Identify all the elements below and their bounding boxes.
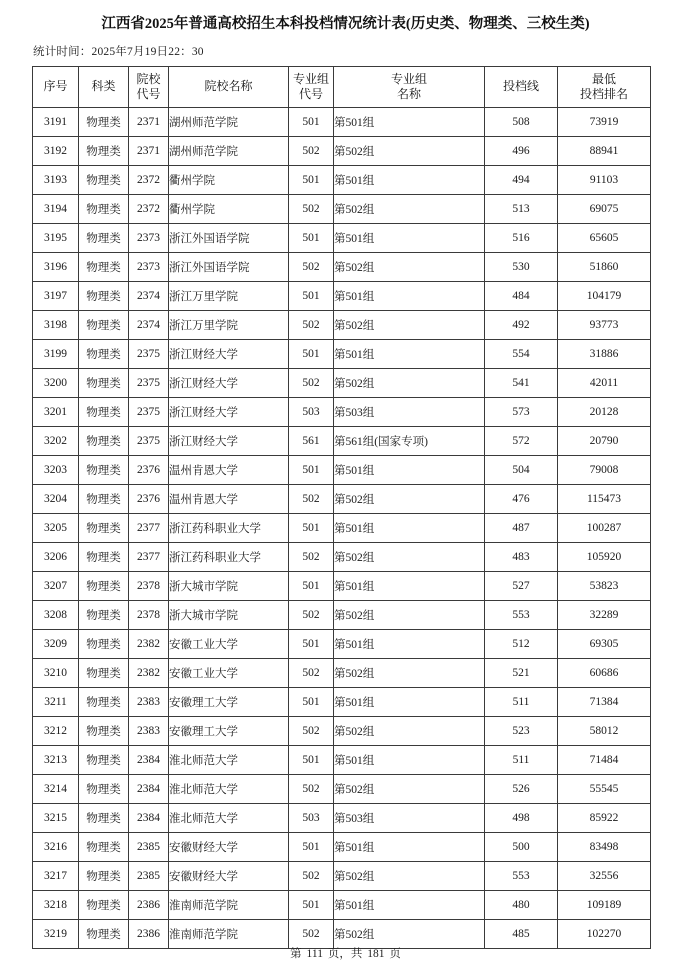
cell-min-rank: 31886 xyxy=(558,339,651,368)
cell-category: 物理类 xyxy=(79,629,129,658)
cell-score-line: 553 xyxy=(485,600,558,629)
cell-min-rank: 42011 xyxy=(558,368,651,397)
cell-index: 3200 xyxy=(33,368,79,397)
cell-min-rank: 69305 xyxy=(558,629,651,658)
cell-score-line: 572 xyxy=(485,426,558,455)
cell-school-name: 温州肯恩大学 xyxy=(169,455,289,484)
cell-group-name: 第501组 xyxy=(334,281,485,310)
cell-school-code: 2375 xyxy=(129,426,169,455)
cell-min-rank: 109189 xyxy=(558,890,651,919)
cell-group-name: 第501组 xyxy=(334,513,485,542)
cell-score-line: 494 xyxy=(485,165,558,194)
cell-school-name: 衢州学院 xyxy=(169,194,289,223)
column-header-min-rank xyxy=(558,66,651,107)
cell-group-name: 第503组 xyxy=(334,803,485,832)
cell-group-code: 502 xyxy=(289,368,334,397)
cell-group-code: 502 xyxy=(289,542,334,571)
cell-group-code: 501 xyxy=(289,223,334,252)
table-row xyxy=(33,194,651,223)
table-row xyxy=(33,513,651,542)
table-row xyxy=(33,107,651,136)
cell-school-name: 浙江万里学院 xyxy=(169,281,289,310)
cell-group-code: 501 xyxy=(289,571,334,600)
cell-category: 物理类 xyxy=(79,513,129,542)
cell-index: 3210 xyxy=(33,658,79,687)
cell-index: 3194 xyxy=(33,194,79,223)
cell-school-code: 2374 xyxy=(129,310,169,339)
table-row xyxy=(33,165,651,194)
table-row xyxy=(33,397,651,426)
cell-school-name: 温州肯恩大学 xyxy=(169,484,289,513)
table-body xyxy=(33,107,651,948)
admission-score-table xyxy=(32,66,651,949)
footer-current-page: 111 xyxy=(306,948,323,960)
cell-score-line: 484 xyxy=(485,281,558,310)
cell-score-line: 554 xyxy=(485,339,558,368)
cell-index: 3205 xyxy=(33,513,79,542)
cell-score-line: 527 xyxy=(485,571,558,600)
cell-category: 物理类 xyxy=(79,455,129,484)
cell-index: 3197 xyxy=(33,281,79,310)
cell-score-line: 500 xyxy=(485,832,558,861)
cell-category: 物理类 xyxy=(79,223,129,252)
cell-category: 物理类 xyxy=(79,774,129,803)
cell-school-name: 淮北师范大学 xyxy=(169,774,289,803)
cell-school-code: 2375 xyxy=(129,339,169,368)
cell-group-name: 第501组 xyxy=(334,107,485,136)
cell-score-line: 496 xyxy=(485,136,558,165)
cell-school-name: 淮北师范大学 xyxy=(169,745,289,774)
cell-school-name: 浙江外国语学院 xyxy=(169,252,289,281)
cell-category: 物理类 xyxy=(79,484,129,513)
table-row xyxy=(33,687,651,716)
cell-score-line: 526 xyxy=(485,774,558,803)
cell-group-name: 第501组 xyxy=(334,745,485,774)
page-footer xyxy=(0,945,691,961)
column-header-school-name: 院校名称 xyxy=(169,66,289,107)
table-row xyxy=(33,455,651,484)
cell-min-rank: 69075 xyxy=(558,194,651,223)
cell-school-name: 浙江财经大学 xyxy=(169,339,289,368)
cell-category: 物理类 xyxy=(79,136,129,165)
cell-school-name: 淮南师范学院 xyxy=(169,890,289,919)
cell-group-name: 第501组 xyxy=(334,571,485,600)
cell-index: 3217 xyxy=(33,861,79,890)
group-code-header-line2: 代号 xyxy=(298,86,323,101)
cell-school-name: 湖州师范学院 xyxy=(169,136,289,165)
table-row xyxy=(33,571,651,600)
cell-group-code: 502 xyxy=(289,484,334,513)
cell-school-name: 安徽财经大学 xyxy=(169,861,289,890)
cell-index: 3202 xyxy=(33,426,79,455)
cell-group-name: 第502组 xyxy=(334,484,485,513)
statistics-timestamp: 统计时间：2025年7月19日22：30 xyxy=(33,45,204,58)
cell-score-line: 511 xyxy=(485,687,558,716)
cell-group-code: 502 xyxy=(289,252,334,281)
table-row xyxy=(33,426,651,455)
table-header xyxy=(33,66,651,107)
cell-group-name: 第502组 xyxy=(334,194,485,223)
cell-school-code: 2372 xyxy=(129,165,169,194)
cell-group-code: 502 xyxy=(289,774,334,803)
cell-school-code: 2372 xyxy=(129,194,169,223)
table-row xyxy=(33,484,651,513)
cell-score-line: 553 xyxy=(485,861,558,890)
cell-school-code: 2382 xyxy=(129,658,169,687)
cell-category: 物理类 xyxy=(79,252,129,281)
school-code-header-line1: 院校 xyxy=(136,71,161,86)
table-row xyxy=(33,136,651,165)
cell-category: 物理类 xyxy=(79,107,129,136)
cell-group-name: 第502组 xyxy=(334,861,485,890)
cell-min-rank: 55545 xyxy=(558,774,651,803)
cell-min-rank: 83498 xyxy=(558,832,651,861)
cell-school-name: 安徽理工大学 xyxy=(169,687,289,716)
table-header-row xyxy=(33,66,651,107)
cell-school-name: 淮南师范学院 xyxy=(169,919,289,948)
cell-group-name: 第502组 xyxy=(334,600,485,629)
cell-group-name: 第502组 xyxy=(334,542,485,571)
cell-score-line: 573 xyxy=(485,397,558,426)
min-rank-header-line1: 最低 xyxy=(591,71,616,86)
cell-category: 物理类 xyxy=(79,716,129,745)
cell-group-code: 502 xyxy=(289,194,334,223)
cell-index: 3213 xyxy=(33,745,79,774)
cell-min-rank: 58012 xyxy=(558,716,651,745)
cell-category: 物理类 xyxy=(79,542,129,571)
cell-min-rank: 79008 xyxy=(558,455,651,484)
cell-school-name: 浙江财经大学 xyxy=(169,397,289,426)
cell-category: 物理类 xyxy=(79,861,129,890)
cell-group-code: 501 xyxy=(289,281,334,310)
cell-group-code: 502 xyxy=(289,310,334,339)
table-row xyxy=(33,223,651,252)
cell-school-code: 2374 xyxy=(129,281,169,310)
cell-score-line: 541 xyxy=(485,368,558,397)
cell-school-code: 2385 xyxy=(129,861,169,890)
cell-min-rank: 65605 xyxy=(558,223,651,252)
cell-index: 3215 xyxy=(33,803,79,832)
footer-middle: 页，共 xyxy=(327,948,363,960)
cell-score-line: 513 xyxy=(485,194,558,223)
cell-category: 物理类 xyxy=(79,426,129,455)
table-row xyxy=(33,310,651,339)
cell-index: 3212 xyxy=(33,716,79,745)
column-header-index: 序号 xyxy=(33,66,79,107)
footer-total-pages: 181 xyxy=(367,948,385,960)
cell-min-rank: 32289 xyxy=(558,600,651,629)
cell-school-code: 2383 xyxy=(129,716,169,745)
cell-min-rank: 102270 xyxy=(558,919,651,948)
cell-index: 3198 xyxy=(33,310,79,339)
cell-min-rank: 53823 xyxy=(558,571,651,600)
cell-index: 3206 xyxy=(33,542,79,571)
cell-group-name: 第561组(国家专项) xyxy=(334,426,485,455)
min-rank-header-line2: 投档排名 xyxy=(579,86,628,101)
cell-group-name: 第501组 xyxy=(334,165,485,194)
cell-group-name: 第502组 xyxy=(334,252,485,281)
cell-category: 物理类 xyxy=(79,919,129,948)
cell-min-rank: 100287 xyxy=(558,513,651,542)
cell-group-code: 502 xyxy=(289,658,334,687)
cell-school-name: 浙江财经大学 xyxy=(169,368,289,397)
table-row xyxy=(33,252,651,281)
cell-group-name: 第503组 xyxy=(334,397,485,426)
cell-score-line: 483 xyxy=(485,542,558,571)
cell-school-code: 2384 xyxy=(129,774,169,803)
column-header-school-code xyxy=(129,66,169,107)
cell-min-rank: 71384 xyxy=(558,687,651,716)
cell-school-name: 安徽工业大学 xyxy=(169,629,289,658)
cell-category: 物理类 xyxy=(79,165,129,194)
cell-min-rank: 71484 xyxy=(558,745,651,774)
cell-index: 3214 xyxy=(33,774,79,803)
cell-index: 3193 xyxy=(33,165,79,194)
cell-school-code: 2371 xyxy=(129,136,169,165)
cell-index: 3196 xyxy=(33,252,79,281)
footer-suffix: 页 xyxy=(389,948,401,960)
cell-category: 物理类 xyxy=(79,310,129,339)
cell-index: 3191 xyxy=(33,107,79,136)
group-name-header-line1: 专业组 xyxy=(390,71,427,86)
cell-index: 3207 xyxy=(33,571,79,600)
cell-group-code: 503 xyxy=(289,803,334,832)
cell-group-code: 501 xyxy=(289,455,334,484)
cell-school-name: 淮北师范大学 xyxy=(169,803,289,832)
cell-index: 3203 xyxy=(33,455,79,484)
cell-score-line: 516 xyxy=(485,223,558,252)
cell-min-rank: 51860 xyxy=(558,252,651,281)
cell-group-code: 502 xyxy=(289,136,334,165)
table-row xyxy=(33,774,651,803)
cell-min-rank: 85922 xyxy=(558,803,651,832)
cell-school-code: 2376 xyxy=(129,455,169,484)
cell-group-name: 第501组 xyxy=(334,629,485,658)
table-row xyxy=(33,890,651,919)
cell-school-code: 2383 xyxy=(129,687,169,716)
page-title: 江西省2025年普通高校招生本科投档情况统计表(历史类、物理类、三校生类) xyxy=(101,16,590,32)
cell-min-rank: 115473 xyxy=(558,484,651,513)
table-row xyxy=(33,919,651,948)
table-row xyxy=(33,542,651,571)
cell-school-name: 浙江外国语学院 xyxy=(169,223,289,252)
cell-index: 3201 xyxy=(33,397,79,426)
cell-school-code: 2384 xyxy=(129,745,169,774)
cell-school-code: 2378 xyxy=(129,571,169,600)
table-row xyxy=(33,658,651,687)
cell-group-name: 第501组 xyxy=(334,223,485,252)
cell-school-name: 安徽理工大学 xyxy=(169,716,289,745)
cell-category: 物理类 xyxy=(79,194,129,223)
cell-category: 物理类 xyxy=(79,890,129,919)
cell-index: 3209 xyxy=(33,629,79,658)
cell-group-name: 第501组 xyxy=(334,890,485,919)
cell-min-rank: 105920 xyxy=(558,542,651,571)
cell-group-code: 501 xyxy=(289,339,334,368)
column-header-group-code xyxy=(289,66,334,107)
cell-group-name: 第502组 xyxy=(334,310,485,339)
cell-group-name: 第501组 xyxy=(334,832,485,861)
cell-category: 物理类 xyxy=(79,281,129,310)
cell-category: 物理类 xyxy=(79,571,129,600)
group-code-header-line1: 专业组 xyxy=(292,71,329,86)
score-table-container xyxy=(0,59,691,949)
cell-score-line: 530 xyxy=(485,252,558,281)
cell-school-name: 浙江财经大学 xyxy=(169,426,289,455)
cell-category: 物理类 xyxy=(79,339,129,368)
cell-group-name: 第501组 xyxy=(334,339,485,368)
cell-school-code: 2382 xyxy=(129,629,169,658)
cell-school-name: 安徽财经大学 xyxy=(169,832,289,861)
cell-min-rank: 93773 xyxy=(558,310,651,339)
table-row xyxy=(33,861,651,890)
cell-score-line: 504 xyxy=(485,455,558,484)
cell-group-name: 第502组 xyxy=(334,136,485,165)
cell-category: 物理类 xyxy=(79,368,129,397)
cell-school-code: 2386 xyxy=(129,919,169,948)
cell-school-code: 2377 xyxy=(129,542,169,571)
cell-school-name: 湖州师范学院 xyxy=(169,107,289,136)
cell-group-code: 501 xyxy=(289,687,334,716)
cell-group-name: 第502组 xyxy=(334,919,485,948)
cell-category: 物理类 xyxy=(79,397,129,426)
cell-group-code: 501 xyxy=(289,745,334,774)
cell-school-code: 2373 xyxy=(129,223,169,252)
cell-category: 物理类 xyxy=(79,832,129,861)
cell-school-name: 浙江万里学院 xyxy=(169,310,289,339)
table-row xyxy=(33,600,651,629)
column-header-category: 科类 xyxy=(79,66,129,107)
cell-index: 3195 xyxy=(33,223,79,252)
table-row xyxy=(33,629,651,658)
column-header-score-line: 投档线 xyxy=(485,66,558,107)
cell-min-rank: 20128 xyxy=(558,397,651,426)
cell-school-name: 安徽工业大学 xyxy=(169,658,289,687)
cell-school-code: 2386 xyxy=(129,890,169,919)
cell-group-code: 502 xyxy=(289,716,334,745)
cell-group-name: 第501组 xyxy=(334,687,485,716)
cell-group-name: 第502组 xyxy=(334,774,485,803)
cell-school-name: 浙大城市学院 xyxy=(169,600,289,629)
cell-school-code: 2375 xyxy=(129,368,169,397)
cell-index: 3211 xyxy=(33,687,79,716)
cell-group-name: 第502组 xyxy=(334,368,485,397)
cell-score-line: 476 xyxy=(485,484,558,513)
cell-min-rank: 20790 xyxy=(558,426,651,455)
cell-min-rank: 32556 xyxy=(558,861,651,890)
group-name-header-line2: 名称 xyxy=(396,86,421,101)
table-row xyxy=(33,368,651,397)
cell-group-code: 501 xyxy=(289,107,334,136)
cell-score-line: 512 xyxy=(485,629,558,658)
cell-group-code: 501 xyxy=(289,629,334,658)
cell-group-name: 第502组 xyxy=(334,658,485,687)
cell-school-code: 2376 xyxy=(129,484,169,513)
cell-school-name: 衢州学院 xyxy=(169,165,289,194)
cell-min-rank: 91103 xyxy=(558,165,651,194)
cell-category: 物理类 xyxy=(79,745,129,774)
cell-school-code: 2375 xyxy=(129,397,169,426)
cell-index: 3204 xyxy=(33,484,79,513)
table-row xyxy=(33,803,651,832)
table-row xyxy=(33,832,651,861)
cell-group-name: 第501组 xyxy=(334,455,485,484)
cell-group-name: 第502组 xyxy=(334,716,485,745)
cell-score-line: 508 xyxy=(485,107,558,136)
cell-score-line: 511 xyxy=(485,745,558,774)
cell-group-code: 561 xyxy=(289,426,334,455)
cell-index: 3218 xyxy=(33,890,79,919)
cell-group-code: 501 xyxy=(289,890,334,919)
cell-category: 物理类 xyxy=(79,600,129,629)
cell-school-name: 浙江药科职业大学 xyxy=(169,542,289,571)
cell-score-line: 498 xyxy=(485,803,558,832)
footer-prefix: 第 xyxy=(290,948,302,960)
cell-index: 3192 xyxy=(33,136,79,165)
cell-min-rank: 73919 xyxy=(558,107,651,136)
cell-group-code: 502 xyxy=(289,861,334,890)
cell-school-code: 2377 xyxy=(129,513,169,542)
cell-score-line: 523 xyxy=(485,716,558,745)
cell-group-code: 502 xyxy=(289,919,334,948)
table-row xyxy=(33,281,651,310)
cell-group-code: 502 xyxy=(289,600,334,629)
school-code-header-line2: 代号 xyxy=(136,86,161,101)
cell-min-rank: 88941 xyxy=(558,136,651,165)
table-row xyxy=(33,339,651,368)
cell-min-rank: 60686 xyxy=(558,658,651,687)
cell-group-code: 501 xyxy=(289,165,334,194)
cell-index: 3208 xyxy=(33,600,79,629)
cell-min-rank: 104179 xyxy=(558,281,651,310)
table-row xyxy=(33,745,651,774)
cell-score-line: 480 xyxy=(485,890,558,919)
cell-school-code: 2373 xyxy=(129,252,169,281)
column-header-group-name xyxy=(334,66,485,107)
cell-group-code: 501 xyxy=(289,513,334,542)
cell-school-code: 2384 xyxy=(129,803,169,832)
cell-score-line: 487 xyxy=(485,513,558,542)
cell-category: 物理类 xyxy=(79,687,129,716)
cell-index: 3219 xyxy=(33,919,79,948)
cell-index: 3216 xyxy=(33,832,79,861)
cell-score-line: 492 xyxy=(485,310,558,339)
cell-score-line: 521 xyxy=(485,658,558,687)
cell-group-code: 501 xyxy=(289,832,334,861)
cell-index: 3199 xyxy=(33,339,79,368)
cell-school-name: 浙江药科职业大学 xyxy=(169,513,289,542)
cell-school-code: 2371 xyxy=(129,107,169,136)
cell-school-name: 浙大城市学院 xyxy=(169,571,289,600)
cell-group-code: 503 xyxy=(289,397,334,426)
cell-school-code: 2385 xyxy=(129,832,169,861)
cell-score-line: 485 xyxy=(485,919,558,948)
cell-school-code: 2378 xyxy=(129,600,169,629)
cell-category: 物理类 xyxy=(79,658,129,687)
cell-category: 物理类 xyxy=(79,803,129,832)
table-row xyxy=(33,716,651,745)
